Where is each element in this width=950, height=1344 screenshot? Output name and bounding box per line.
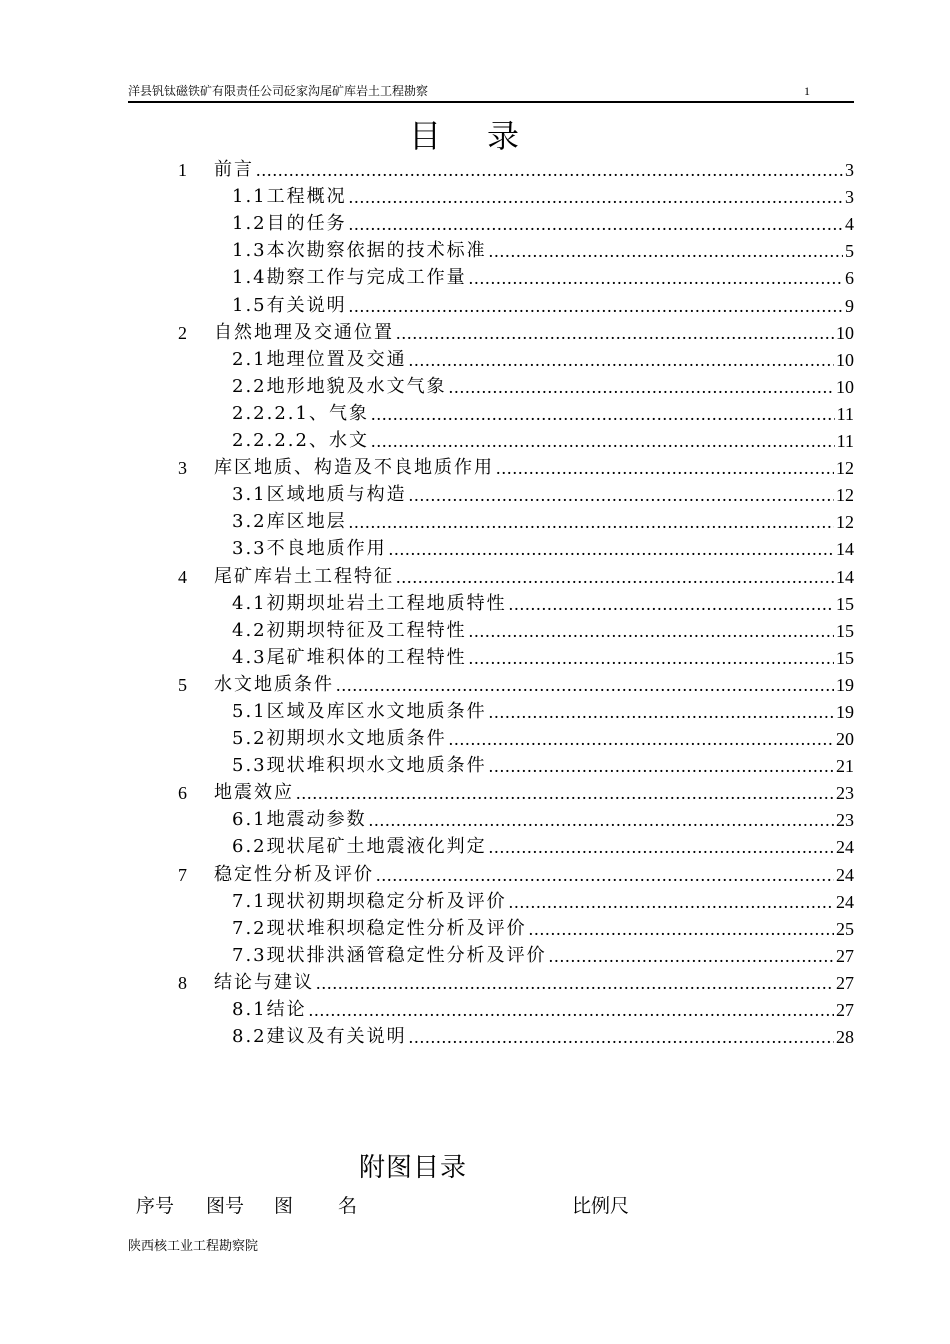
toc-entry-page: 27 (836, 972, 854, 993)
toc-entry-page: 11 (836, 403, 854, 424)
toc-entry-page: 3 (845, 160, 854, 181)
toc-entry[interactable] (178, 887, 854, 914)
toc-entry-page: 27 (836, 1000, 854, 1020)
toc-entry-number: 1 (178, 160, 187, 181)
toc-entry-label: 3.2库区地层 (232, 511, 347, 533)
toc-leader-dots (549, 944, 834, 968)
toc-leader-dots (469, 619, 834, 643)
toc-entry-page: 24 (836, 891, 854, 912)
toc-entry[interactable] (178, 372, 854, 399)
toc-entry-page: 10 (836, 376, 854, 397)
toc-entry-label: 4.1初期坝址岩土工程地质特性 (232, 592, 507, 614)
toc-leader-dots (409, 483, 834, 507)
toc-entry-number: 2 (178, 322, 187, 343)
col-serial: 序号 (136, 1195, 175, 1217)
toc-leader-dots (489, 700, 834, 724)
toc-leader-dots (496, 456, 834, 480)
toc-entry-page: 10 (836, 349, 854, 370)
toc-entry-page: 15 (836, 647, 854, 668)
toc-entry-page: 24 (836, 837, 854, 858)
toc-leader-dots (396, 565, 834, 589)
toc-entry-label: 2.2.2.2、水文 (232, 430, 369, 452)
toc-entry-page: 19 (836, 701, 854, 722)
toc-leader-dots (349, 294, 843, 318)
toc-entry-label: 5.2初期坝水文地质条件 (232, 728, 447, 750)
toc-entry[interactable] (178, 534, 854, 561)
toc-entry[interactable] (178, 263, 854, 290)
toc-entry[interactable] (178, 155, 854, 182)
toc-entry-label: 稳定性分析及评价 (214, 863, 374, 885)
toc-entry-page: 3 (845, 187, 854, 208)
appendix-title: 附图目录 (359, 1153, 468, 1183)
toc-entry-number: 7 (178, 864, 187, 885)
toc-entry[interactable] (178, 778, 854, 805)
toc-leader-dots (349, 185, 843, 209)
toc-leader-dots (349, 510, 834, 534)
toc-entry[interactable] (178, 832, 854, 859)
toc-entry[interactable] (178, 914, 854, 941)
toc-entry-page: 19 (836, 674, 854, 695)
col-figure-no: 图号 (206, 1195, 245, 1217)
toc-entry-label: 4.2初期坝特征及工程特性 (232, 619, 467, 641)
toc-entry[interactable] (178, 426, 854, 453)
toc-entry-page: 5 (845, 241, 854, 262)
toc-entry-page: 9 (845, 295, 854, 316)
col-name-1: 图 (274, 1195, 294, 1217)
toc-leader-dots (489, 835, 834, 859)
toc-entry[interactable] (178, 453, 854, 480)
toc-leader-dots (489, 239, 843, 263)
toc-entry-label: 8.2建议及有关说明 (232, 1026, 407, 1048)
toc-entry-label: 库区地质、构造及不良地质作用 (214, 457, 494, 479)
toc-entry[interactable] (178, 968, 854, 995)
toc-entry-page: 10 (836, 322, 854, 343)
toc-entry-label: 1.5有关说明 (232, 294, 347, 316)
toc-entry-page: 15 (836, 593, 854, 614)
toc-entry-label: 水文地质条件 (214, 673, 334, 695)
toc-leader-dots (389, 537, 834, 561)
toc-entry-label: 7.1现状初期坝稳定分析及评价 (232, 890, 507, 912)
toc-entry[interactable] (178, 589, 854, 616)
toc-entry-label: 地震效应 (214, 782, 294, 804)
toc-entry-page: 21 (836, 756, 854, 777)
toc-leader-dots (369, 808, 834, 832)
toc-entry-label: 尾矿库岩土工程特征 (214, 565, 394, 587)
toc-entry[interactable] (178, 805, 854, 832)
toc-entry-label: 2.2地形地貌及水文气象 (232, 375, 447, 397)
toc-entry-label: 6.1地震动参数 (232, 809, 367, 831)
col-name-2: 名 (338, 1195, 358, 1217)
toc-entry[interactable] (178, 480, 854, 507)
toc-leader-dots (316, 971, 834, 995)
toc-entry-number: 8 (178, 972, 187, 993)
toc-entry-label: 6.2现状尾矿土地震液化判定 (232, 836, 487, 858)
toc-entry-label: 1.2目的任务 (232, 213, 347, 235)
toc-leader-dots (409, 348, 834, 372)
toc-entry[interactable] (178, 751, 854, 778)
toc-entry[interactable] (178, 1022, 854, 1049)
toc-entry-label: 8.1结论 (232, 999, 307, 1020)
toc-entry-label: 1.1工程概况 (232, 186, 347, 208)
toc-entry[interactable] (178, 724, 854, 751)
toc-title: 目录 (408, 117, 565, 155)
toc-leader-dots (489, 754, 834, 778)
toc-entry-label: 7.3现状排洪涵管稳定性分析及评价 (232, 944, 547, 966)
header-page-number: 1 (804, 84, 810, 98)
toc-entry-page: 12 (836, 485, 854, 506)
toc-entry-label: 前言 (214, 159, 254, 181)
toc-entry-number: 4 (178, 566, 187, 587)
appendix-columns-header (136, 1193, 736, 1221)
toc-entry[interactable] (178, 236, 854, 263)
toc-leader-dots (371, 429, 835, 453)
toc-leader-dots (296, 781, 834, 805)
toc-leader-dots (509, 592, 834, 616)
toc-entry-page: 28 (836, 1027, 854, 1048)
toc-entry-page: 14 (836, 539, 854, 560)
toc-leader-dots (396, 321, 834, 345)
toc-entry-page: 15 (836, 620, 854, 641)
toc-leader-dots (409, 1025, 834, 1049)
toc-leader-dots (469, 266, 843, 290)
toc-entry[interactable] (178, 507, 854, 534)
toc-entry-page: 23 (836, 810, 854, 831)
toc-leader-dots (376, 863, 834, 887)
toc-leader-dots (529, 917, 834, 941)
toc-entry-page: 12 (836, 458, 854, 479)
toc-entry-number: 5 (178, 674, 187, 695)
toc-entry-label: 2.1地理位置及交通 (232, 348, 407, 370)
toc-entry[interactable] (178, 561, 854, 588)
toc-entry-label: 3.1区域地质与构造 (232, 484, 407, 506)
toc-entry[interactable] (178, 182, 854, 209)
toc-entry-page: 25 (836, 918, 854, 939)
toc-entry[interactable] (178, 399, 854, 426)
toc-entry[interactable] (178, 290, 854, 317)
toc-entry[interactable] (178, 859, 854, 886)
page-header (128, 82, 854, 100)
toc-entry-page: 20 (836, 729, 854, 750)
toc-leader-dots (469, 646, 834, 670)
toc-entry-label: 3.3不良地质作用 (232, 538, 387, 560)
toc-entry[interactable] (178, 995, 854, 1022)
toc-entry-label: 结论与建议 (214, 971, 314, 993)
toc-entry-page: 23 (836, 783, 854, 804)
toc-entry[interactable] (178, 670, 854, 697)
toc-entry[interactable] (178, 318, 854, 345)
toc-leader-dots (449, 375, 834, 399)
toc-leader-dots (371, 402, 835, 426)
toc-entry-page: 14 (836, 566, 854, 587)
toc-leader-dots (449, 727, 834, 751)
toc-entry-label: 1.4勘察工作与完成工作量 (232, 267, 467, 289)
toc-entry-page: 4 (845, 214, 854, 235)
toc-entry-label: 5.3现状堆积坝水文地质条件 (232, 755, 487, 777)
toc-entry[interactable] (178, 209, 854, 236)
toc-entry[interactable] (178, 616, 854, 643)
toc-leader-dots (336, 673, 834, 697)
toc-leader-dots (349, 212, 843, 236)
toc-entry-label: 5.1区域及库区水文地质条件 (232, 700, 487, 722)
toc-entry[interactable] (178, 941, 854, 968)
header-company: 洋县钒钛磁铁矿有限责任公司砭家沟尾矿库岩土工程勘察 (128, 84, 429, 98)
table-of-contents (178, 155, 854, 1049)
toc-entry[interactable] (178, 643, 854, 670)
toc-entry[interactable] (178, 697, 854, 724)
toc-entry-page: 27 (836, 945, 854, 966)
toc-entry-page: 6 (845, 268, 854, 289)
toc-entry-label: 4.3尾矿堆积体的工程特性 (232, 646, 467, 668)
toc-entry-label: 2.2.2.1、气象 (232, 402, 369, 424)
toc-entry-number: 3 (178, 458, 187, 479)
toc-leader-dots (509, 890, 834, 914)
toc-leader-dots (256, 158, 843, 182)
toc-entry[interactable] (178, 345, 854, 372)
toc-entry-page: 11 (836, 431, 854, 452)
toc-entry-label: 7.2现状堆积坝稳定性分析及评价 (232, 917, 527, 939)
header-rule (128, 101, 854, 103)
toc-entry-page: 24 (836, 864, 854, 885)
col-scale: 比例尺 (572, 1195, 630, 1217)
toc-entry-number: 6 (178, 783, 187, 804)
toc-entry-label: 1.3本次勘察依据的技术标准 (232, 240, 487, 262)
footer-organization: 陕西核工业工程勘察院 (128, 1239, 259, 1254)
toc-entry-label: 自然地理及交通位置 (214, 321, 394, 343)
toc-entry-page: 12 (836, 512, 854, 533)
toc-leader-dots (309, 998, 834, 1022)
